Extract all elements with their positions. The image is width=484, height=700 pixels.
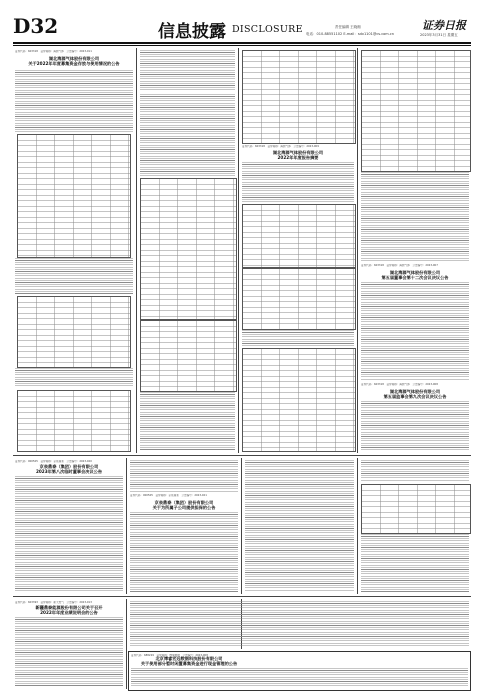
section-divider bbox=[13, 455, 471, 456]
masthead-rule bbox=[13, 42, 471, 44]
data-table bbox=[17, 296, 131, 368]
newspaper-logo: 证券日报 bbox=[422, 19, 466, 32]
notice-column-b3 bbox=[243, 458, 356, 594]
column-divider bbox=[126, 599, 127, 689]
contact-line: 电话：010-88551102 E-mail：sdx1101@cs.com.cn bbox=[306, 32, 394, 36]
section-divider bbox=[13, 596, 471, 597]
column-divider bbox=[357, 458, 358, 594]
notice-title: 湖北海源气体股份有限公司 2022年年度报告摘要 bbox=[272, 150, 324, 160]
masthead bbox=[0, 0, 484, 46]
notice-title: 湖北海源气体股份有限公司 关于2022年年度募集资金存放与使用情况的公告 bbox=[28, 56, 120, 66]
section-title-en: DISCLOSURE bbox=[232, 24, 303, 35]
masthead-rule-thin bbox=[13, 45, 471, 46]
column-divider bbox=[136, 48, 137, 453]
notice-title: 新疆鼎泰能源股份有限公司关于召开 2022年年度业绩说明会的公告 bbox=[35, 605, 103, 615]
issue-date: 2023年3月31日 星期五 bbox=[420, 33, 458, 37]
column-divider bbox=[241, 458, 242, 594]
notice-guarantee: 证券代码：000505 证券简称：京泉鼎泰 公告编号：2023-021 京泉鼎泰（集团）股份有限公司 关于为所属子公司提供担保的公告 bbox=[128, 458, 240, 594]
column-divider bbox=[357, 48, 358, 453]
notice-title: 京泉鼎泰（集团）股份有限公司 2023年第八次临时董事会决议公告 bbox=[35, 464, 103, 474]
notice-wide-top bbox=[128, 599, 471, 649]
data-table bbox=[242, 348, 356, 452]
notice-column-2 bbox=[138, 48, 237, 453]
notice-title: 北京博睿宏远数据科技股份有限公司 关于使用部分暂时闲置募集资金进行现金管理的公告 bbox=[140, 656, 238, 666]
notice-board-resolution: 证券代码：000505 证券简称：京泉鼎泰 公告编号：2023-020 京泉鼎泰（集团）股份有限公司 2023年第八次临时董事会决议公告 bbox=[13, 458, 125, 594]
notice-column-b4 bbox=[359, 458, 471, 594]
page-number: D32 bbox=[13, 14, 59, 38]
data-table bbox=[242, 50, 356, 144]
section-title: 信息披露 bbox=[158, 22, 226, 42]
data-table bbox=[17, 134, 131, 258]
data-table bbox=[140, 320, 237, 392]
data-table bbox=[242, 268, 356, 330]
data-table bbox=[17, 390, 131, 452]
notice-title: 湖北海源气体股份有限公司 第五届监事会第九次会议决议公告 bbox=[383, 389, 447, 399]
data-table bbox=[361, 50, 471, 172]
data-table bbox=[361, 484, 471, 534]
column-divider bbox=[238, 48, 239, 453]
data-table bbox=[242, 204, 356, 268]
data-table bbox=[140, 178, 237, 320]
boxed-notice: 证券代码：688229 证券简称：博睿数据 公告编号：2023-008 北京博睿宏远数据科技股份有限公司 关于使用部分暂时闲置募集资金进行现金管理的公告 bbox=[128, 651, 471, 691]
notice-title: 湖北海源气体股份有限公司 第五届董事会第十二次会议决议公告 bbox=[381, 270, 449, 280]
notice-fund-usage: 证券代码：603318 证券简称：海源气体 公告编号：2023-011 湖北海源气体股份有限公司 关于2022年年度募集资金存放与使用情况的公告 bbox=[13, 48, 135, 453]
notice-annual-report: 证券代码：603318 证券简称：海源气体 公告编号：2023-009 湖北海源气体股份有限公司 2022年年度报告摘要 bbox=[240, 48, 356, 453]
notice-title: 京泉鼎泰（集团）股份有限公司 关于为所属子公司提供担保的公告 bbox=[152, 500, 216, 510]
column-divider bbox=[126, 458, 127, 594]
editor-credit: 责任编辑 王晓湘 bbox=[335, 25, 361, 29]
notice-earnings-call: 证券代码：603393 证券简称：新天然气 公告编号：2023-013 新疆鼎泰能源股份有限公司关于召开 2022年年度业绩说明会的公告 bbox=[13, 599, 125, 689]
notice-column-4: 证券代码：603318 证券简称：海源气体 公告编号：2023-007 湖北海源气体股份有限公司 第五届董事会第十二次会议决议公告 证券代码：603318 证券简称：海源气体 公告编号：2023-008 湖北海源气体股份有限公司 第五届监事会第九次会议决议公告 bbox=[359, 48, 471, 453]
